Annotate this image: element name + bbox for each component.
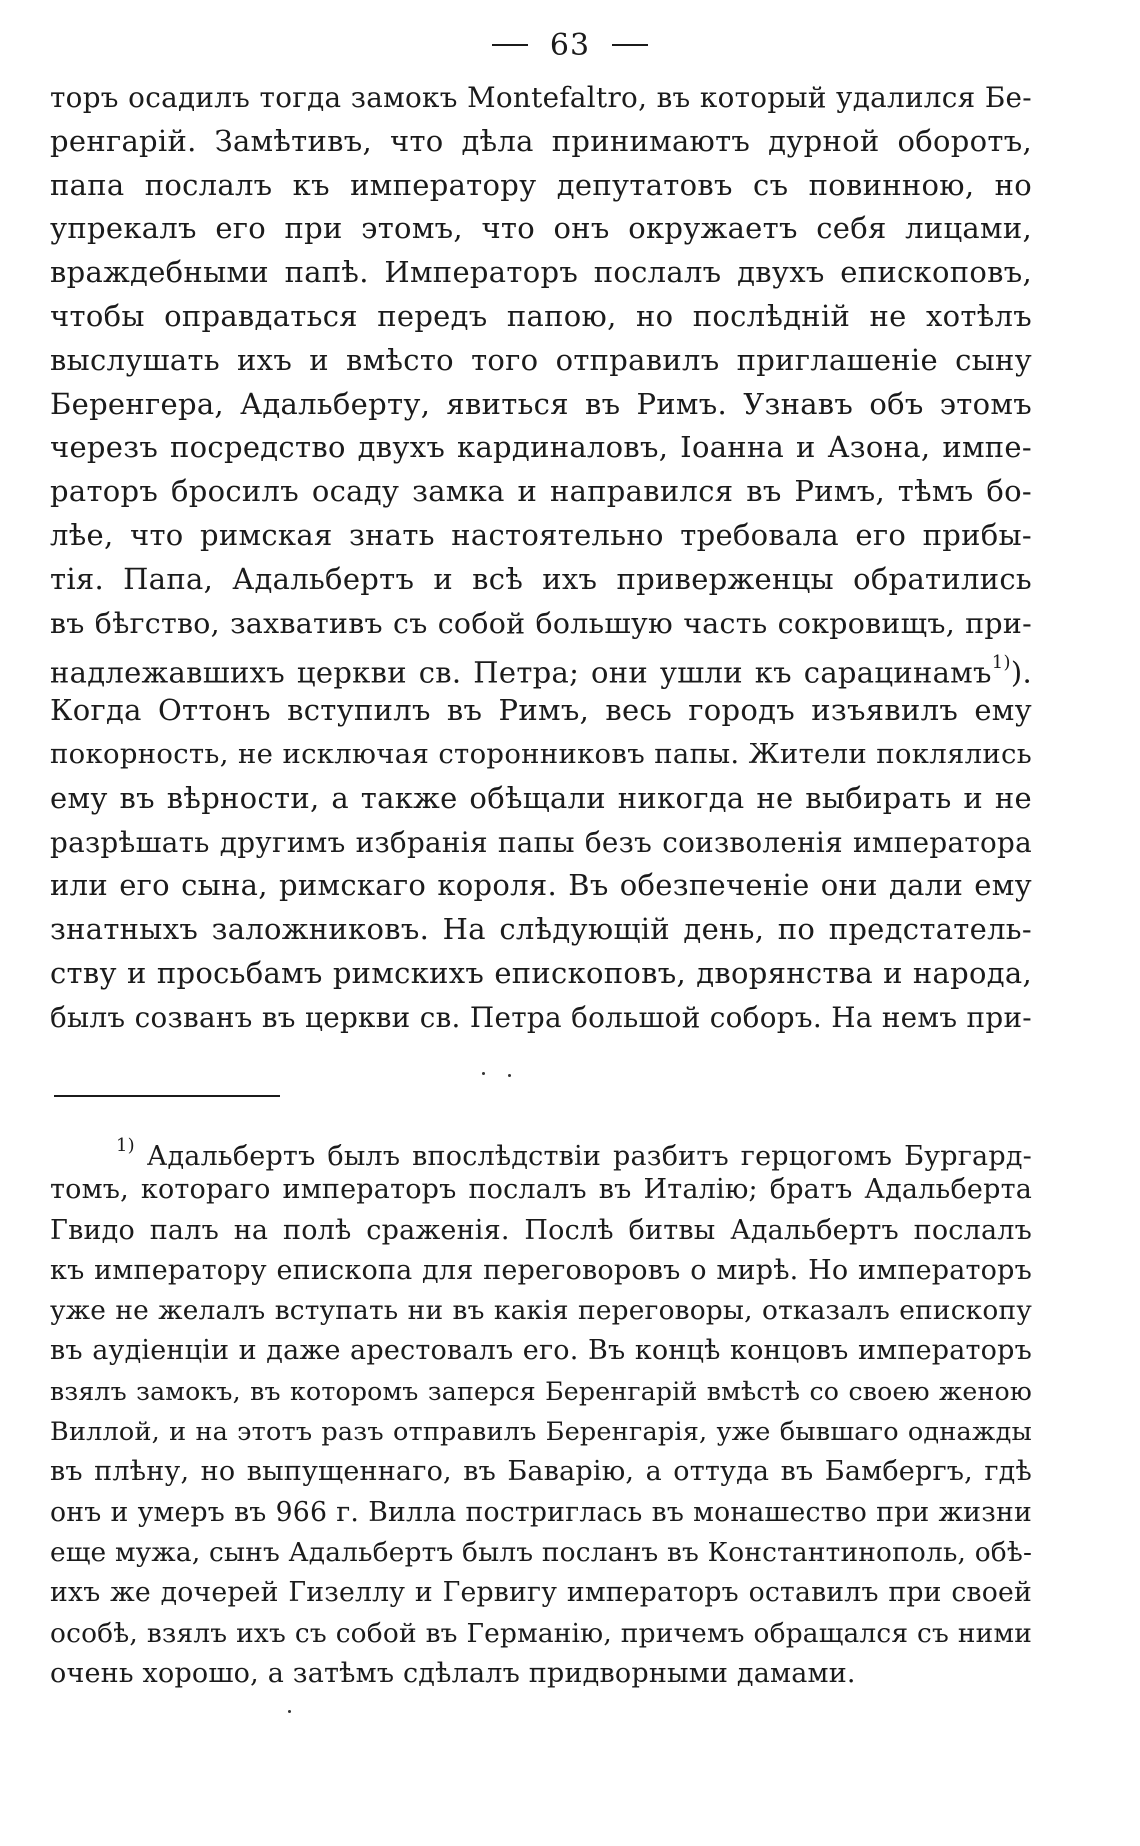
main-line: тія. Папа, Адальбертъ и всѣ ихъ приверженцы обратились: [50, 561, 1032, 596]
footnote-line: ихъ же дочерей Гизеллу и Гервигу императоръ оставилъ при своей: [50, 1577, 1032, 1609]
footnote-line: къ императору епископа для переговоровъ о мирѣ. Но императоръ: [50, 1254, 1032, 1286]
main-line-text: надлежавшихъ церкви св. Петра; они ушли къ сарацинамъ: [50, 656, 992, 691]
footnote-line-first: [50, 1130, 1032, 1170]
main-line: или его сына, римскаго короля. Въ обезпеченіе они дали ему: [50, 868, 1032, 903]
footnote-line: онъ и умеръ въ 966 г. Вилла постриглась въ монашество при жизни: [50, 1496, 1032, 1528]
footnote-reference[interactable]: 1): [991, 652, 1011, 674]
header-left-dash: [492, 44, 528, 46]
main-line: торъ осадилъ тогда замокъ Montefaltro, въ который удалился Бе-: [50, 81, 1032, 114]
footnote-line: взялъ замокъ, въ которомъ заперся Беренгарій вмѣстѣ со своею женою: [50, 1376, 1032, 1406]
main-line: выслушать ихъ и вмѣсто того отправилъ приглашеніе сыну: [50, 342, 1032, 377]
main-line: Когда Оттонъ вступилъ въ Римъ, весь городъ изъявилъ ему: [50, 693, 1032, 728]
footnote-line: очень хорошо, а затѣмъ сдѣлалъ придворными дамами.: [50, 1657, 856, 1689]
main-line: враждебными папѣ. Императоръ послалъ двухъ епископовъ,: [50, 255, 1032, 290]
main-line: ренгарій. Замѣтивъ, что дѣла принимаютъ дурной оборотъ,: [50, 123, 1032, 158]
main-line: въ бѣгство, захвативъ съ собой большую часть сокровищъ, при-: [50, 606, 1032, 640]
print-speck: [288, 1710, 291, 1713]
footnote-line: еще мужа, сынъ Адальбертъ былъ посланъ въ Константинополь, обѣ-: [50, 1536, 1033, 1568]
footnote-line: томъ, котораго императоръ послалъ въ Италію; братъ Адальберта: [50, 1174, 1032, 1206]
main-line: папа послалъ къ императору депутатовъ съ повинною, но: [50, 167, 1032, 202]
main-line: ему въ вѣрности, а также обѣщали никогда не выбирать и не: [50, 780, 1032, 815]
footnote-line: въ аудіенціи и даже арестовалъ его. Въ концѣ концовъ императоръ: [50, 1335, 1032, 1367]
main-line: ству и просьбамъ римскихъ епископовъ, дворянства и народа,: [50, 955, 1032, 990]
footnote-line: особѣ, взялъ ихъ съ собой въ Германію, причемъ обращался съ ними: [50, 1617, 1032, 1649]
footnote-marker: 1): [116, 1135, 135, 1156]
footnote-line: уже не желалъ вступать ни въ какія переговоры, отказалъ епископу: [50, 1295, 1032, 1327]
main-line: чтобы оправдаться передъ папою, но послѣдній не хотѣлъ: [50, 298, 1032, 333]
footnote-line: Гвидо палъ на полѣ сраженія. Послѣ битвы Адальбертъ послалъ: [50, 1214, 1032, 1246]
footnote-line: въ плѣну, но выпущеннаго, въ Баварію, а оттуда въ Бамбергъ, гдѣ: [50, 1456, 1032, 1488]
main-line: черезъ посредство двухъ кардиналовъ, Іоанна и Азона, импе-: [50, 430, 1032, 465]
main-text-block: [50, 76, 1032, 1040]
main-line: покорность, не исключая сторонниковъ папы. Жители поклялись: [50, 737, 1032, 770]
main-line: упрекалъ его при этомъ, что онъ окружаетъ себя лицами,: [50, 211, 1032, 246]
page-header: [0, 20, 1140, 70]
print-speck: [508, 1074, 511, 1077]
footnote-separator-rule: [54, 1095, 280, 1097]
footnote-line-text: Адальбертъ былъ впослѣдствіи разбитъ герцогомъ Бургард-: [146, 1141, 1032, 1172]
page-number: 63: [549, 27, 591, 63]
print-speck: [482, 1072, 485, 1075]
footnote-line: Виллой, и на этотъ разъ отправилъ Беренгарія, уже бывшаго однажды: [50, 1417, 1032, 1448]
main-line: знатныхъ заложниковъ. На слѣдующій день, по предстатель-: [50, 912, 1032, 947]
main-line: Беренгера, Адальберту, явиться въ Римъ. Узнавъ объ этомъ: [50, 386, 1032, 421]
header-right-dash: [612, 44, 648, 46]
main-line: лѣе, что римская знать настоятельно требовала его прибы-: [50, 517, 1032, 552]
main-line: былъ созванъ въ церкви св. Петра большой соборъ. На немъ при-: [50, 1000, 1032, 1034]
main-line: раторъ бросилъ осаду замка и направился въ Римъ, тѣмъ бо-: [50, 474, 1032, 509]
main-line: разрѣшать другимъ избранія папы безъ соизволенія императора: [50, 825, 1032, 859]
main-line-with-footnote-ref: надлежавшихъ церкви св. Петра; они ушли къ сарацинамъ$^{1)}$).: [50, 652, 1032, 691]
footnote-block: [50, 1130, 1032, 1694]
